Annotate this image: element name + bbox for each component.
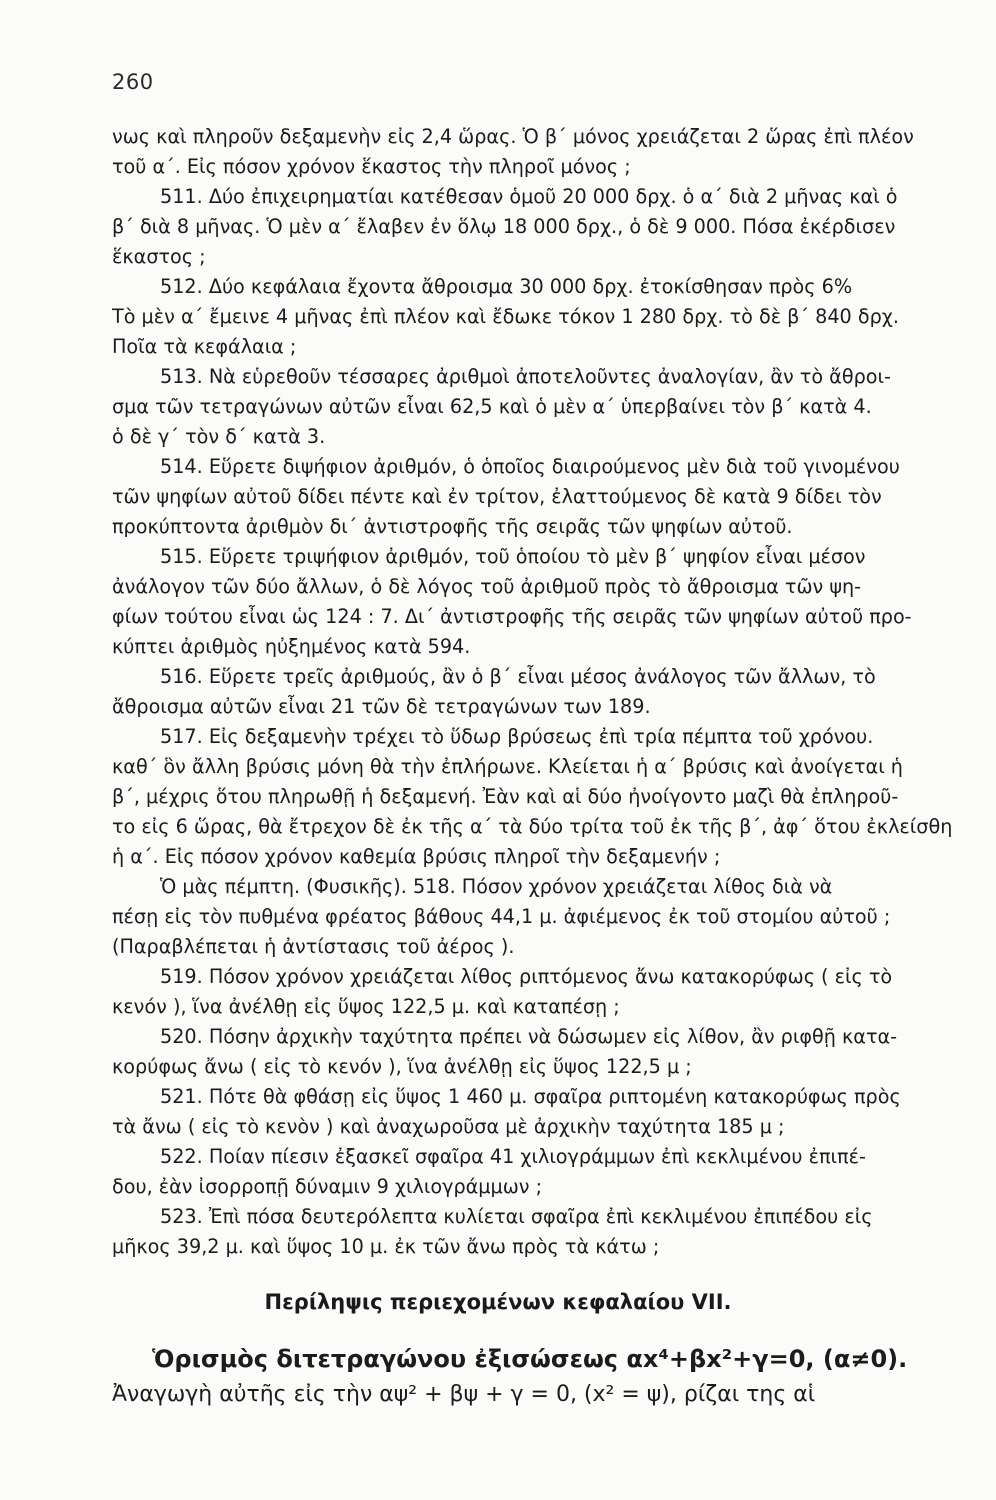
- text-line: β΄ διὰ 8 μῆνας. Ὁ μὲν α΄ ἔλαβεν ἐν ὅλῳ 18 000 δρχ., ὁ δὲ 9 000. Πόσα ἐκέρδισεν: [112, 215, 896, 238]
- text-line: δου, ἐὰν ἰσορροπῇ δύναμιν 9 χιλιογράμμων ;: [112, 1175, 543, 1198]
- text-line: τῶν ψηφίων αὐτοῦ δίδει πέντε καὶ ἐν τρίτον, ἐλαττούμενος δὲ κατὰ 9 δίδει τὸν: [112, 485, 882, 508]
- text-line: πέσῃ εἰς τὸν πυθμένα φρέατος βάθους 44,1 μ. ἀφιέμενος ἐκ τοῦ στομίου αὐτοῦ ;: [112, 905, 891, 928]
- text-line: 520. Πόσην ἀρχικὴν ταχύτητα πρέπει νὰ δώσωμεν εἰς λίθον, ἂν ριφθῇ κατα-: [160, 1025, 898, 1048]
- text-line: φίων τούτου εἶναι ὡς 124 : 7. Δι΄ ἀντιστροφῆς τῆς σειρᾶς τῶν ψηφίων αὐτοῦ προ-: [112, 605, 912, 628]
- text-line: 517. Εἰς δεξαμενὴν τρέχει τὸ ὕδωρ βρύσεως ἐπὶ τρία πέμπτα τοῦ χρόνου.: [160, 725, 874, 748]
- text-line: καθ΄ ὃν ἄλλη βρύσις μόνη θὰ τὴν ἐπλήρωνε. Κλείεται ἡ α΄ βρύσις καὶ ἀνοίγεται ἡ: [112, 755, 903, 778]
- text-line: 519. Πόσον χρόνον χρειάζεται λίθος ριπτόμενος ἄνω κατακορύφως ( εἰς τὸ: [160, 965, 893, 988]
- text-line: νως καὶ πληροῦν δεξαμενὴν εἰς 2,4 ὥρας. Ὁ β΄ μόνος χρειάζεται 2 ὥρας ἐπὶ πλέον: [112, 125, 914, 148]
- reduction-line: Ἀναγωγὴ αὐτῆς εἰς τὴν αψ² + βψ + γ = 0, (x² = ψ), ρίζαι της αἱ: [112, 1382, 816, 1407]
- text-line: ὁ δὲ γ΄ τὸν δ΄ κατὰ 3.: [112, 425, 326, 448]
- chapter-summary: [112, 1340, 984, 1412]
- text-line: ἄθροισμα αὐτῶν εἶναι 21 τῶν δὲ τετραγώνων των 189.: [112, 695, 651, 718]
- page-number: 260: [112, 70, 154, 94]
- text-line: ἕκαστος ;: [112, 245, 206, 268]
- text-line: τὰ ἄνω ( εἰς τὸ κενὸν ) καὶ ἀναχωροῦσα μὲ ἀρχικὴν ταχύτητα 185 μ ;: [112, 1115, 785, 1138]
- text-line: 512. Δύο κεφάλαια ἔχοντα ἄθροισμα 30 000 δρχ. ἐτοκίσθησαν πρὸς 6%: [160, 275, 853, 298]
- text-line: Τὸ μὲν α΄ ἔμεινε 4 μῆνας ἐπὶ πλέον καὶ ἔδωκε τόκον 1 280 δρχ. τὸ δὲ β΄ 840 δρχ.: [112, 305, 899, 328]
- text-line: 516. Εὕρετε τρεῖς ἀριθμούς, ἂν ὁ β΄ εἶναι μέσος ἀνάλογος τῶν ἄλλων, τὸ: [160, 665, 876, 688]
- text-line: κενόν ), ἵνα ἀνέλθῃ εἰς ὕψος 122,5 μ. καὶ καταπέσῃ ;: [112, 995, 620, 1018]
- text-line: 521. Πότε θὰ φθάσῃ εἰς ὕψος 1 460 μ. σφαῖρα ριπτομένη κατακορύφως πρὸς: [160, 1085, 901, 1108]
- section-title: Περίληψις περιεχομένων κεφαλαίου VII.: [264, 1290, 732, 1314]
- text-line: β΄, μέχρις ὅτου πληρωθῇ ἡ δεξαμενή. Ἐὰν καὶ αἱ δύο ἠνοίγοντο μαζὶ θὰ ἐπληροῦ-: [112, 785, 899, 808]
- text-line: Ὁ μὰς πέμπτη. (Φυσικῆς). 518. Πόσον χρόνον χρειάζεται λίθος διὰ νὰ: [160, 875, 833, 898]
- text-line: κύπτει ἀριθμὸς ηὐξημένος κατὰ 594.: [112, 635, 471, 658]
- exercise-text-block: [112, 122, 984, 1262]
- text-line: 513. Νὰ εὑρεθοῦν τέσσαρες ἀριθμοὶ ἀποτελοῦντες ἀναλογίαν, ἂν τὸ ἄθροι-: [160, 365, 891, 388]
- text-line: σμα τῶν τετραγώνων αὐτῶν εἶναι 62,5 καὶ ὁ μὲν α΄ ὑπερβαίνει τὸν β΄ κατὰ 4.: [112, 395, 872, 418]
- text-line: Ποῖα τὰ κεφάλαια ;: [112, 335, 297, 358]
- text-line: ἀνάλογον τῶν δύο ἄλλων, ὁ δὲ λόγος τοῦ ἀριθμοῦ πρὸς τὸ ἄθροισμα τῶν ψη-: [112, 575, 862, 598]
- text-line: μῆκος 39,2 μ. καὶ ὕψος 10 μ. ἐκ τῶν ἄνω πρὸς τὰ κάτω ;: [112, 1235, 660, 1258]
- text-line: (Παραβλέπεται ἡ ἀντίστασις τοῦ ἀέρος ).: [112, 935, 515, 958]
- text-line: 514. Εὕρετε διψήφιον ἀριθμόν, ὁ ὁποῖος διαιρούμενος μὲν διὰ τοῦ γινομένου: [160, 455, 900, 478]
- text-line: προκύπτοντα ἀριθμὸν δι΄ ἀντιστροφῆς τῆς σειρᾶς τῶν ψηφίων αὐτοῦ.: [112, 515, 793, 538]
- text-line: 522. Ποίαν πίεσιν ἐξασκεῖ σφαῖρα 41 χιλιογράμμων ἐπὶ κεκλιμένου ἐπιπέ-: [160, 1145, 866, 1168]
- text-line: ἡ α΄. Εἰς πόσον χρόνον καθεμία βρύσις πληροῖ τὴν δεξαμενήν ;: [112, 845, 721, 868]
- text-line: το εἰς 6 ὥρας, θὰ ἔτρεχον δὲ ἐκ τῆς α΄ τὰ δύο τρίτα τοῦ ἐκ τῆς β΄, ἀφ΄ ὅτου ἐκλείσθη: [112, 815, 953, 838]
- definition-line: Ὁρισμὸς διτετραγώνου ἐξισώσεως αx⁴+βx²+γ=0, (α≠0).: [152, 1345, 908, 1373]
- text-line: κορύφως ἄνω ( εἰς τὸ κενόν ), ἵνα ἀνέλθῃ εἰς ὕψος 122,5 μ ;: [112, 1055, 692, 1078]
- text-line: 523. Ἐπὶ πόσα δευτερόλεπτα κυλίεται σφαῖρα ἐπὶ κεκλιμένου ἐπιπέδου εἰς: [160, 1205, 873, 1228]
- text-line: 511. Δύο ἐπιχειρηματίαι κατέθεσαν ὁμοῦ 20 000 δρχ. ὁ α΄ διὰ 2 μῆνας καὶ ὁ: [160, 185, 898, 208]
- text-line: τοῦ α΄. Εἰς πόσον χρόνον ἕκαστος τὴν πληροῖ μόνος ;: [112, 155, 631, 178]
- text-line: 515. Εὕρετε τριψήφιον ἀριθμόν, τοῦ ὁποίου τὸ μὲν β΄ ψηφίον εἶναι μέσον: [160, 545, 866, 568]
